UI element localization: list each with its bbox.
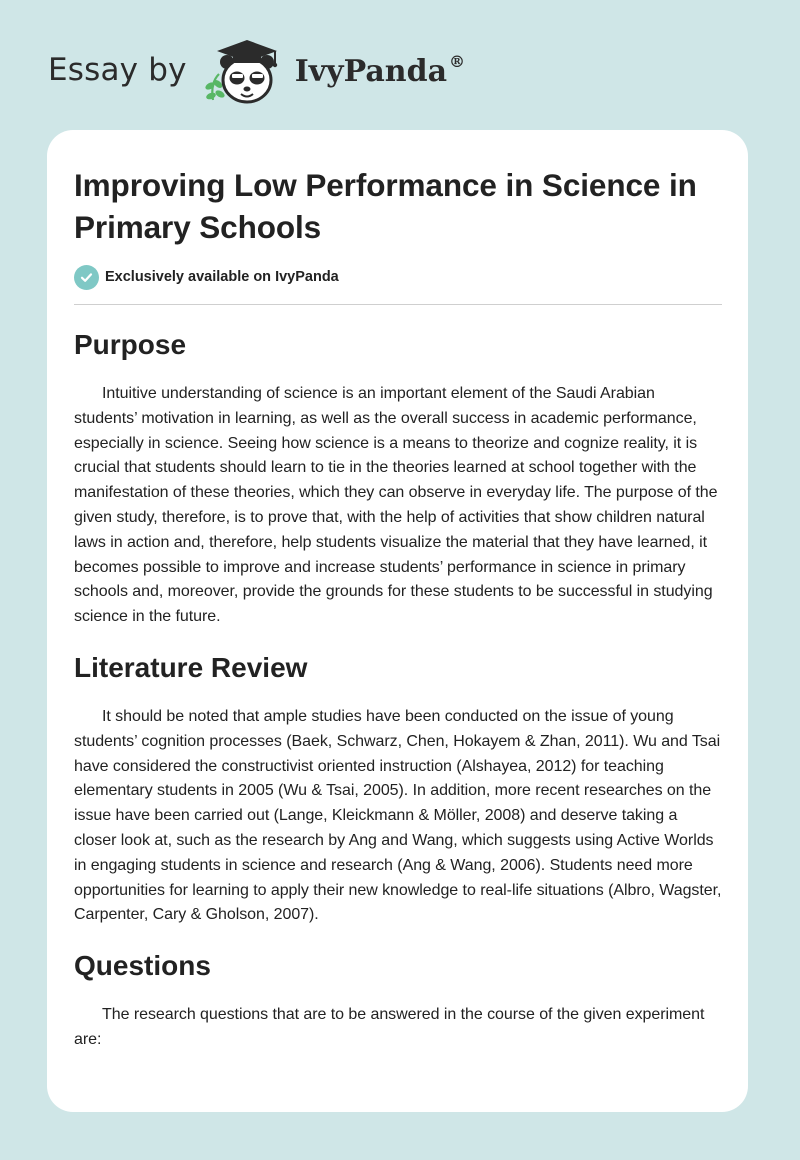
brand-name-text: IvyPanda xyxy=(294,53,448,89)
exclusive-badge xyxy=(74,264,722,290)
site-brand[interactable] xyxy=(48,36,465,108)
brand-prefix: Essay by xyxy=(48,52,187,88)
section-questions xyxy=(74,948,722,1053)
section-purpose xyxy=(74,327,722,630)
section-paragraph: It should be noted that ample studies have been conducted on the issue of young students’ cognition processes (Baek, Schwarz, Chen, Hokayem & Zhan, 2011). Wu and Tsai have considered the constructivist oriented instruction (Alshayea, 2012) for teaching elementary students in 2005 (Wu & Tsai, 2005). In addition, more recent researches on the issue have been carried out (Lange, Kleickmann & Möller, 2008) and deserve taking a closer look at, such as the research by Ang and Wang, which suggests using Active Worlds in engaging students in science and research (Ang & Wang, 2006). Students need more opportunities for learning to apply their new knowledge to real-life situations (Albro, Wagster, Carpenter, Cary & Gholson, 2007). xyxy=(74,707,722,924)
panda-logo-icon xyxy=(201,36,291,108)
badge-text: Exclusively available on IvyPanda xyxy=(105,269,339,285)
section-heading: Questions xyxy=(74,950,211,982)
page-title: Improving Low Performance in Science in Primary Schools xyxy=(74,167,697,245)
title-divider xyxy=(74,304,722,305)
section-paragraph: Intuitive understanding of science is an important element of the Saudi Arabian students’ motivation in learning, as well as the overall success in academic performance, especially in science. Seeing how science is a means to theorize and cognize reality, it is crucial that students should learn to tie in the theories learned at school together with the manifestation of these theories, which they can observe in everyday life. The purpose of the given study, therefore, is to prove that, with the help of activities that show children natural laws in action and, therefore, help students visualize the material that they have learned, it becomes possible to improve and increase students’ performance in science in primary schools and, moreover, provide the grounds for these students to be successful in studying science in the future. xyxy=(74,385,718,626)
registered-mark: ® xyxy=(449,51,466,71)
section-heading: Purpose xyxy=(74,329,187,360)
essay-card xyxy=(47,130,748,1112)
brand-name xyxy=(294,51,466,89)
section-paragraph: The research questions that are to be answered in the course of the given experiment are: xyxy=(74,1006,705,1048)
section-literature-review xyxy=(74,650,722,928)
checkmark-icon xyxy=(74,265,99,290)
section-heading: Literature Review xyxy=(74,651,308,683)
